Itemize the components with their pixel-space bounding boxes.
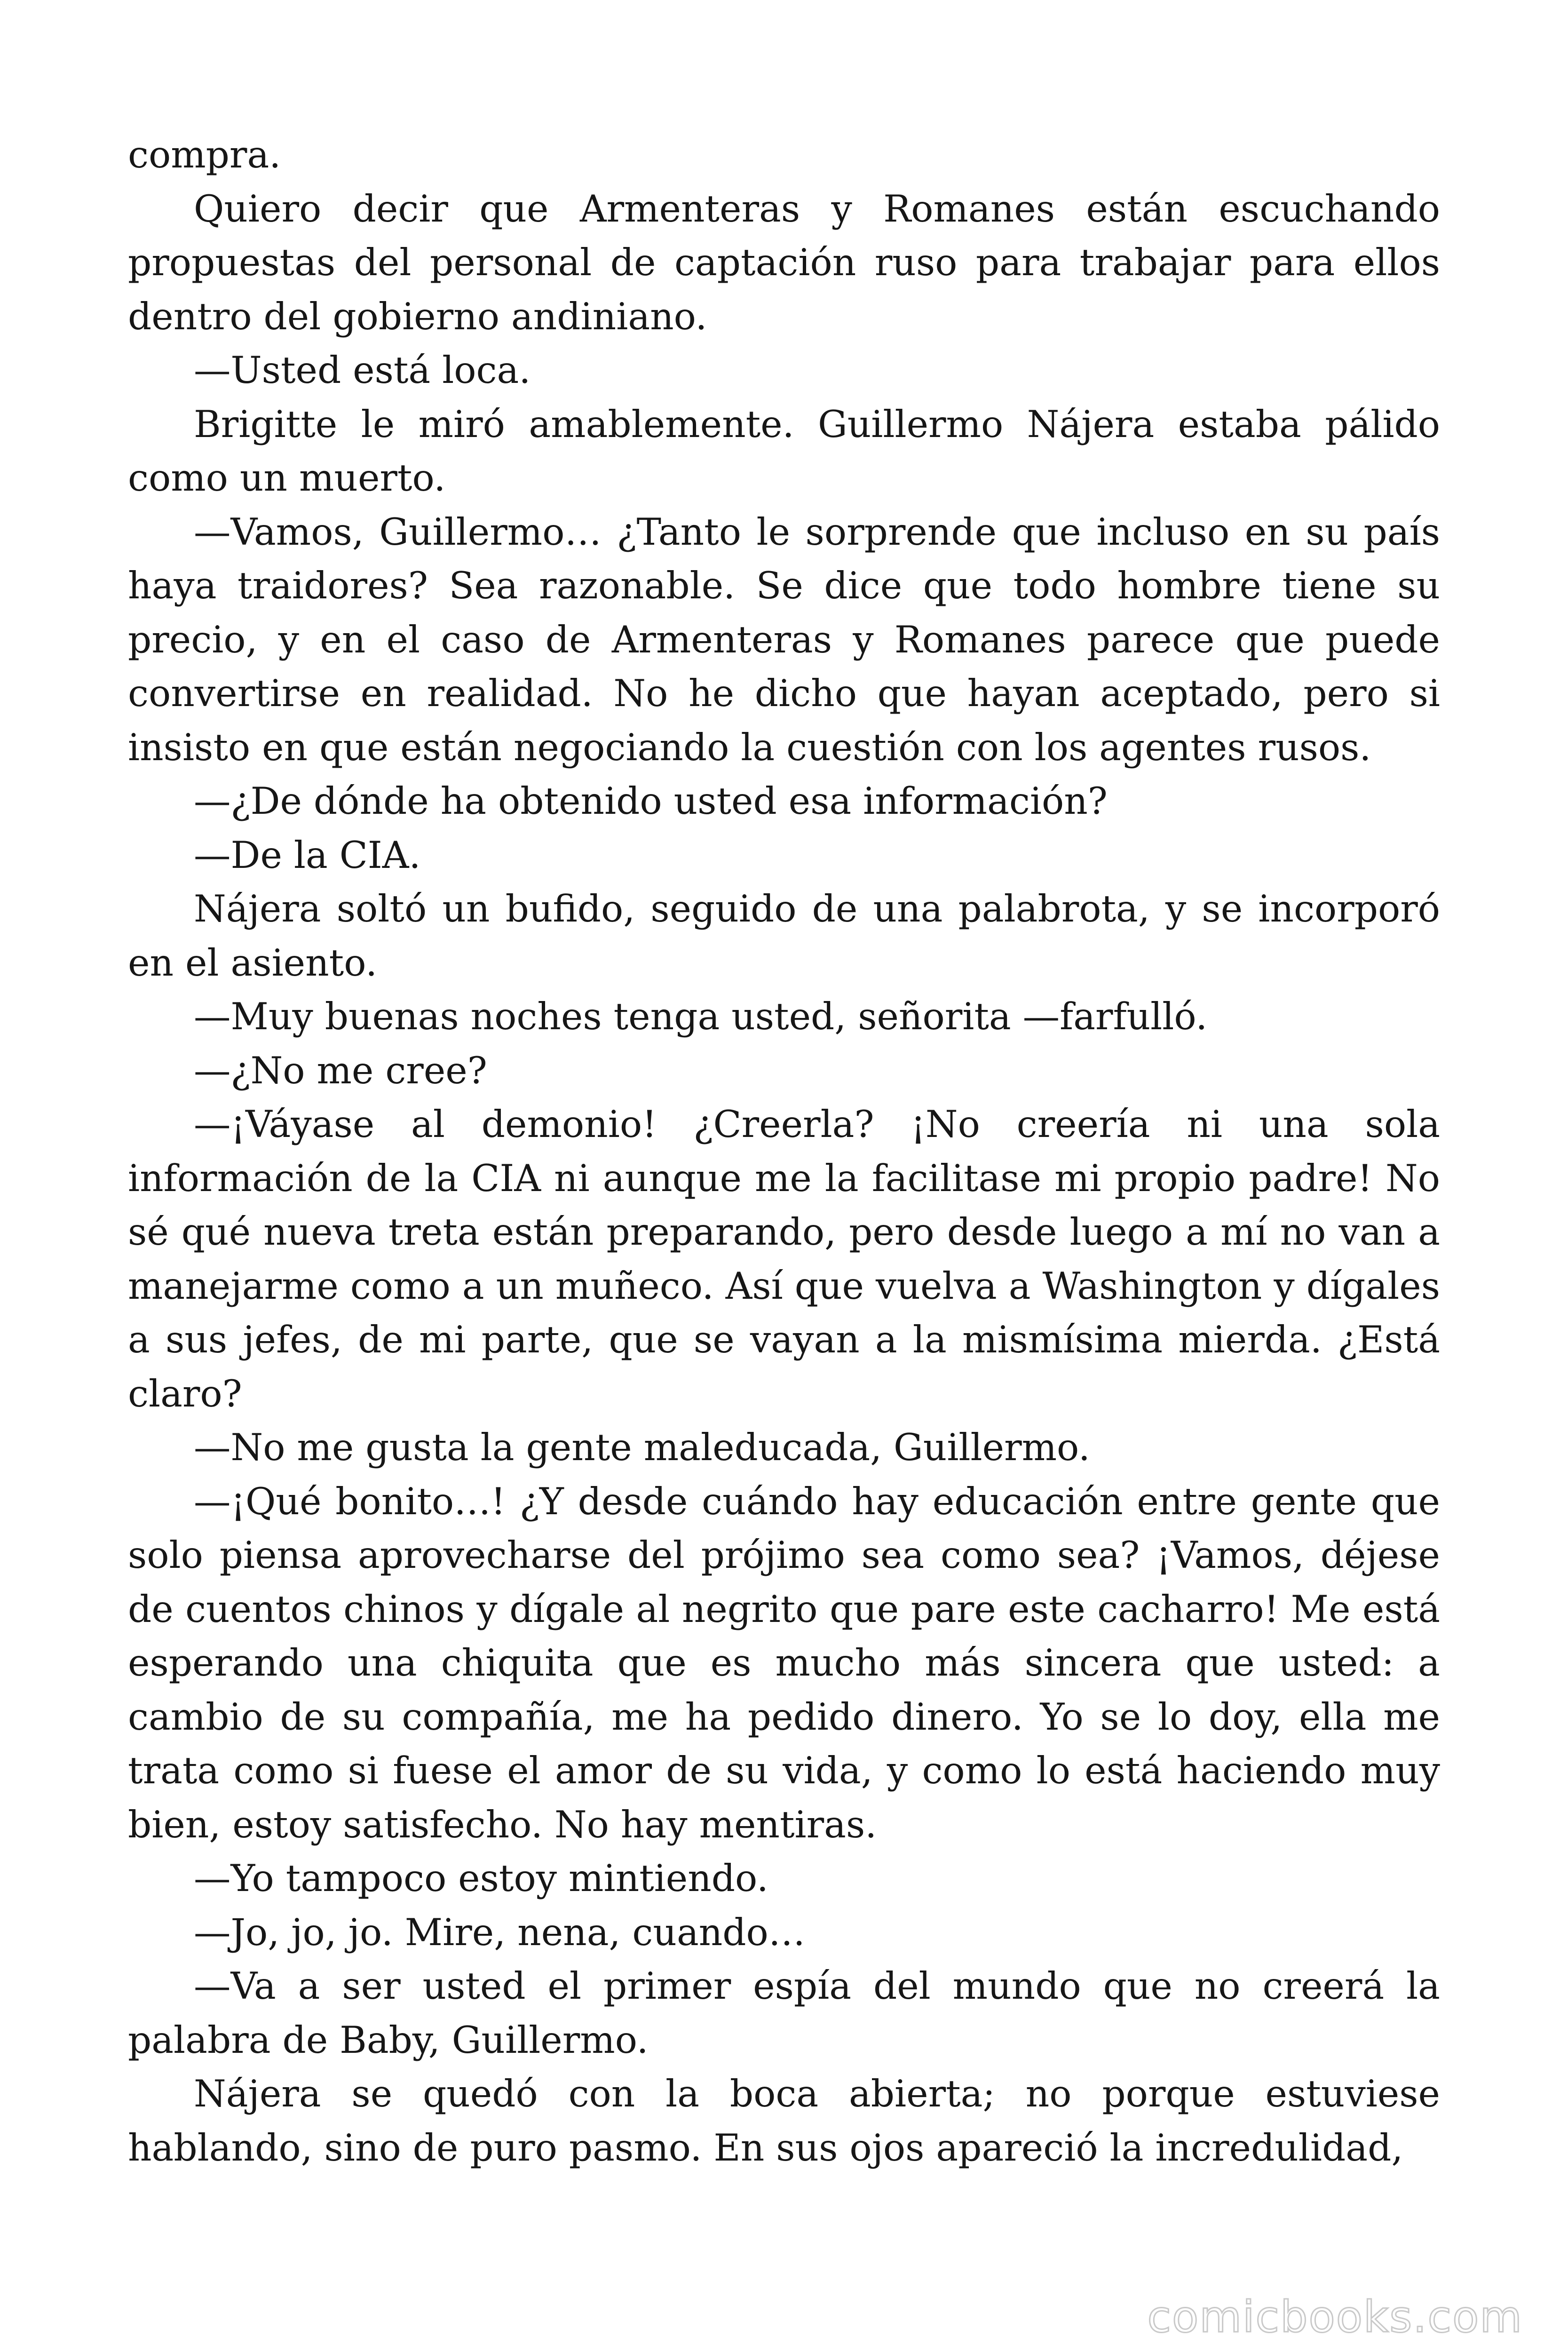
watermark: comicbooks.com: [1147, 2292, 1523, 2342]
paragraph: Quiero decir que Armenteras y Romanes están escuchando propuestas del personal de captación ruso para trabajar para ellos dentro del gobierno andiniano.: [128, 187, 1440, 338]
dialogue-paragraph: —Va a ser usted el primer espía del mundo que no creerá la palabra de Baby, Guillermo.: [128, 1964, 1440, 2062]
book-page-body: [128, 128, 1440, 2273]
paragraph: Brigitte le miró amablemente. Guillermo Nájera estaba pálido como un muerto.: [128, 402, 1440, 500]
dialogue-paragraph: —Yo tampoco estoy mintiendo.: [194, 1857, 768, 1900]
dialogue-paragraph: —Jo, jo, jo. Mire, nena, cuando…: [194, 1910, 806, 1954]
dialogue-paragraph: —¡Qué bonito…! ¿Y desde cuándo hay educación entre gente que solo piensa aprovecharse del prójimo sea como sea? ¡Vamos, déjese de cuentos chinos y dígale al negrito que pare este cacharro! Me está esperando una chiquita que es mucho más sincera que usted: a cambio de su compañía, me ha pedido dinero. Yo se lo doy, ella me trata como si fuese el amor de su vida, y como lo está haciendo muy bien, estoy satisfecho. No hay mentiras.: [128, 1479, 1440, 1846]
dialogue-paragraph: —Vamos, Guillermo… ¿Tanto le sorprende que incluso en su país haya traidores? Sea razonable. Se dice que todo hombre tiene su precio, y en el caso de Armenteras y Romanes parece que puede convertirse en realidad. No he dicho que hayan aceptado, pero si insisto en que están negociando la cuestión con los agentes rusos.: [128, 510, 1440, 769]
dialogue-paragraph: —Usted está loca.: [194, 349, 531, 392]
dialogue-paragraph: —¿No me cree?: [194, 1049, 487, 1092]
paragraph: compra.: [128, 133, 281, 176]
dialogue-paragraph: —No me gusta la gente maleducada, Guillermo.: [194, 1426, 1090, 1469]
dialogue-paragraph: —Muy buenas noches tenga usted, señorita —farfulló.: [194, 995, 1208, 1038]
dialogue-paragraph: —¿De dónde ha obtenido usted esa información?: [194, 779, 1108, 823]
paragraph: Nájera se quedó con la boca abierta; no porque estuviese hablando, sino de puro pasmo. En sus ojos apareció la incredulidad,: [128, 2072, 1440, 2169]
dialogue-paragraph: —¡Váyase al demonio! ¿Creerla? ¡No creería ni una sola información de la CIA ni aunque me la facilitase mi propio padre! No sé qué nueva treta están preparando, pero desde luego a mí no van a manejarme como a un muñeco. Así que vuelva a Washington y dígales a sus jefes, de mi parte, que se vayan a la mismísima mierda. ¿Está claro?: [128, 1103, 1440, 1415]
paragraph: Nájera soltó un bufido, seguido de una palabrota, y se incorporó en el asiento.: [128, 887, 1440, 985]
dialogue-paragraph: —De la CIA.: [194, 833, 421, 877]
